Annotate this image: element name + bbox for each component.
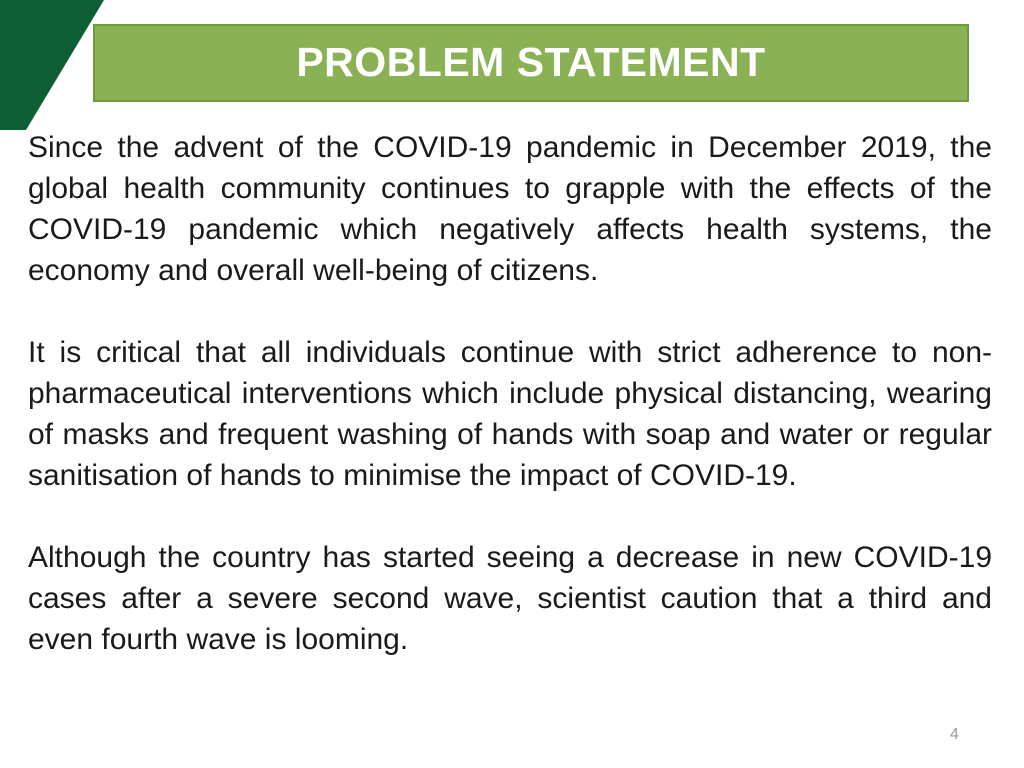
title-banner [93, 24, 969, 102]
page-number: 4 [950, 726, 959, 743]
paragraph-1: Since the advent of the COVID-19 pandemic in December 2019, the global health community continues to grapple with the effects of the COVID-19 pandemic which negatively affects health systems, the economy and overall well-being of citizens. [28, 131, 992, 287]
slide-body [28, 127, 992, 660]
slide-title: PROBLEM STATEMENT [296, 38, 766, 85]
paragraph-2: It is critical that all individuals continue with strict adherence to non-pharmaceutical interventions which include physical distancing, wearing of masks and frequent washing of hands with soap and water or regular sanitisation of hands to minimise the impact of COVID-19. [28, 336, 992, 492]
paragraph-3: Although the country has started seeing a decrease in new COVID-19 cases after a severe second wave, scientist caution that a third and even fourth wave is looming. [28, 541, 992, 656]
